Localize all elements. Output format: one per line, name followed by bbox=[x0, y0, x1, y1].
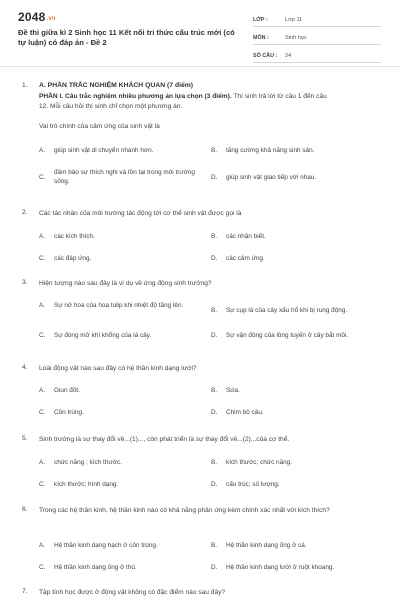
option-letter: B. bbox=[211, 307, 218, 314]
option-text: Hệ thần kinh dạng ống ở cá. bbox=[226, 542, 307, 549]
meta-row-count bbox=[253, 47, 381, 63]
option-text: Sự đóng mở khí khổng của lá cây. bbox=[54, 332, 152, 339]
question-number: 1. bbox=[22, 82, 28, 89]
section-title: A. PHẦN TRẮC NGHIỆM KHÁCH QUAN (7 điểm) bbox=[39, 82, 194, 89]
question-number: 7. bbox=[22, 588, 28, 595]
option-a[interactable] bbox=[39, 146, 199, 155]
option-c[interactable] bbox=[39, 331, 209, 340]
meta-value: Lớp 11 bbox=[285, 17, 303, 23]
option-text: Sự cụp lá của cây xấu hổ khi bị rung động. bbox=[226, 307, 348, 314]
question-text: Hiện tượng nào sau đây là ví dụ về ứng động sinh trưởng? bbox=[39, 280, 212, 287]
question-text: Vai trò chính của cảm ứng của sinh vật là bbox=[39, 123, 160, 130]
meta-value: Sinh học bbox=[285, 35, 307, 41]
option-text: Sự nở hoa của hoa tulip khi nhiệt độ tăng lên. bbox=[54, 302, 184, 309]
option-letter: B. bbox=[211, 459, 218, 466]
document-title: Đề thi giữa kì 2 Sinh học 11 Kết nối tri thức cấu trúc mới (có tự luận) có đáp án - Đề 2 bbox=[18, 28, 235, 47]
option-letter: A. bbox=[39, 147, 46, 154]
option-letter: C. bbox=[39, 332, 46, 339]
option-letter: B. bbox=[211, 387, 218, 394]
option-text: Chim bồ câu. bbox=[226, 409, 264, 416]
question-text: Trong các hệ thần kinh, hệ thần kinh nào có khả năng phản ứng kém chính xác nhất với kích thích? bbox=[39, 507, 330, 514]
option-letter: C. bbox=[39, 481, 46, 488]
option-letter: D. bbox=[211, 174, 218, 181]
option-letter: A. bbox=[39, 542, 46, 549]
header-divider bbox=[0, 66, 400, 67]
option-text: giúp sinh vật di chuyển nhanh hơn. bbox=[54, 147, 154, 154]
option-text: các cảm ứng. bbox=[226, 255, 265, 262]
meta-row-subject bbox=[253, 29, 381, 45]
question-number: 3. bbox=[22, 279, 28, 286]
option-c[interactable] bbox=[39, 168, 209, 186]
option-a[interactable] bbox=[39, 386, 199, 395]
option-b[interactable] bbox=[211, 232, 381, 241]
option-b[interactable] bbox=[211, 541, 386, 550]
option-text: các đáp ứng. bbox=[54, 255, 92, 262]
document-meta bbox=[253, 11, 381, 65]
option-a[interactable] bbox=[39, 301, 209, 310]
option-d[interactable] bbox=[211, 173, 381, 182]
option-letter: C. bbox=[39, 173, 46, 181]
option-text: các kích thích. bbox=[54, 233, 95, 240]
option-letter: C. bbox=[39, 409, 46, 416]
option-a[interactable] bbox=[39, 541, 209, 550]
option-letter: D. bbox=[211, 564, 218, 571]
option-letter: B. bbox=[211, 233, 218, 240]
option-d[interactable] bbox=[211, 254, 381, 263]
part-instruction-line-2: 12. Mỗi câu hỏi thí sinh chỉ chọn một phương án. bbox=[39, 103, 183, 110]
option-letter: A. bbox=[39, 387, 46, 394]
option-text: chức năng ; kích thước. bbox=[54, 459, 122, 466]
option-c[interactable] bbox=[39, 408, 199, 417]
option-letter: B. bbox=[211, 542, 218, 549]
option-text: Sự vận động của lông tuyến ở cây bắt mồi. bbox=[226, 332, 349, 339]
option-text: kích thước; hình dạng. bbox=[54, 481, 119, 488]
option-d[interactable] bbox=[211, 563, 386, 572]
option-d[interactable] bbox=[211, 480, 381, 489]
option-c[interactable] bbox=[39, 254, 199, 263]
option-text: Hệ thần kinh dạng ống ở thú. bbox=[54, 564, 137, 571]
meta-label: LỚP : bbox=[253, 17, 268, 23]
meta-label: MÔN : bbox=[253, 35, 269, 41]
part-instruction: Thí sinh trả lời từ câu 1 đến câu bbox=[231, 93, 327, 100]
meta-label: SỐ CÂU : bbox=[253, 53, 278, 59]
option-text: Giun đốt. bbox=[54, 387, 80, 394]
option-letter: D. bbox=[211, 409, 218, 416]
option-d[interactable] bbox=[211, 408, 381, 417]
option-text: các nhận biết. bbox=[226, 233, 266, 240]
option-text: tăng cường khả năng sinh sản. bbox=[226, 147, 315, 154]
option-text: Hệ thần kinh dạng lưới ở ruột khoang. bbox=[226, 564, 335, 571]
option-c[interactable] bbox=[39, 480, 199, 489]
part-instruction-line-1 bbox=[39, 92, 327, 102]
question-number: 2. bbox=[22, 209, 28, 216]
question-text: Các tác nhân của môi trường tác động tới cơ thể sinh vật được gọi là bbox=[39, 210, 242, 217]
question-text: Tập tính học được ở động vật không có đặc điểm nào sau đây? bbox=[39, 589, 226, 596]
question-number: 5. bbox=[22, 435, 28, 442]
option-a[interactable] bbox=[39, 232, 199, 241]
option-text: kích thước; chức năng. bbox=[226, 459, 293, 466]
option-b[interactable] bbox=[211, 386, 381, 395]
option-a[interactable] bbox=[39, 458, 199, 467]
option-letter: A. bbox=[39, 459, 46, 466]
option-letter: D. bbox=[211, 481, 218, 488]
question-text: Loài động vật nào sau đây có hệ thần kinh dạng lưới? bbox=[39, 365, 197, 372]
document-header bbox=[0, 0, 400, 66]
question-number: 4. bbox=[22, 364, 28, 371]
question-number: 6. bbox=[22, 506, 28, 513]
question-text: Sinh trưởng là sự thay đổi về...(1)..., còn phát triển là sự thay đổi về...(2)...của cơ thể. bbox=[39, 436, 290, 443]
option-letter: B. bbox=[211, 147, 218, 154]
option-text: Côn trùng. bbox=[54, 409, 84, 416]
option-letter: C. bbox=[39, 564, 46, 571]
option-d[interactable] bbox=[211, 331, 386, 340]
option-text: Hệ thần kinh dạng hạch ở côn trùng. bbox=[54, 542, 158, 549]
option-letter: D. bbox=[211, 255, 218, 262]
option-b[interactable] bbox=[211, 306, 386, 315]
option-text: đảm bảo sự thích nghi và tồn tại trong môi trường sống. bbox=[54, 169, 195, 185]
site-logo[interactable]: 2048.vn bbox=[18, 10, 56, 24]
option-letter: D. bbox=[211, 332, 218, 339]
option-letter: C. bbox=[39, 255, 46, 262]
option-c[interactable] bbox=[39, 563, 209, 572]
option-b[interactable] bbox=[211, 146, 381, 155]
option-text: Sứa. bbox=[226, 387, 240, 394]
meta-row-class bbox=[253, 11, 381, 27]
option-text: giúp sinh vật giao tiếp với nhau. bbox=[226, 174, 317, 181]
option-letter: A. bbox=[39, 302, 46, 309]
option-letter: A. bbox=[39, 233, 46, 240]
meta-value: 24 bbox=[285, 53, 292, 59]
option-text: cấu trúc; số lượng. bbox=[226, 481, 280, 488]
option-b[interactable] bbox=[211, 458, 381, 467]
part-title: PHẦN I. Câu trắc nghiệm nhiều phương án lựa chọn (3 điểm). bbox=[39, 93, 232, 100]
